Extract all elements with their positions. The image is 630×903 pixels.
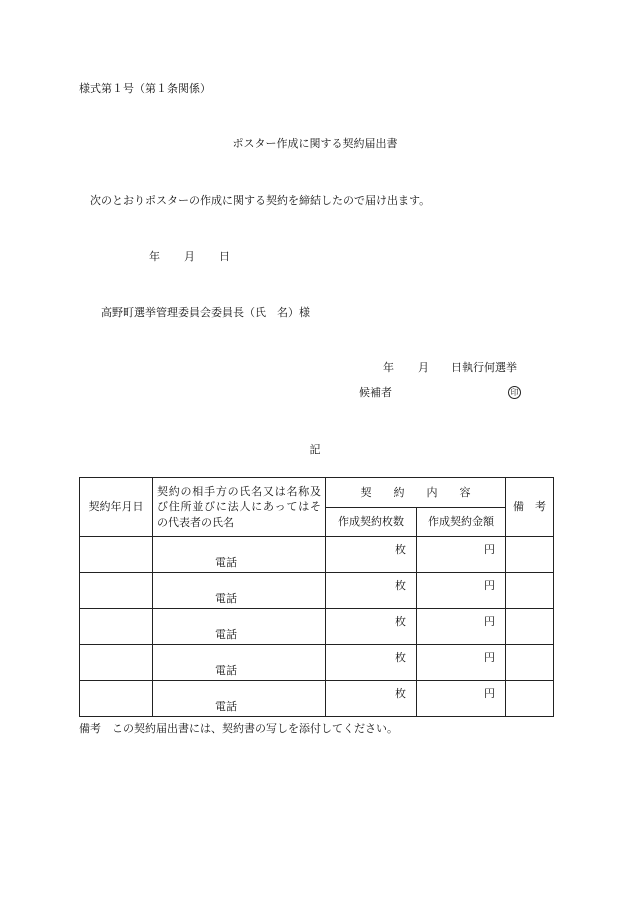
phone-label: 電話 (215, 555, 237, 569)
remarks-cell (506, 645, 554, 681)
seal-mark (508, 386, 521, 399)
amount-cell (417, 537, 506, 573)
sheet-count-cell (326, 645, 417, 681)
amount-cell (417, 645, 506, 681)
count-unit: 枚 (395, 543, 406, 556)
seal-icon: 印 (508, 386, 521, 399)
sheet-count-cell (326, 573, 417, 609)
header-sheet-count: 作成契約枚数 (326, 508, 417, 537)
election-year-label: 年 (383, 361, 394, 374)
table-row (80, 537, 554, 573)
count-unit: 枚 (395, 687, 406, 700)
contract-date-cell (80, 537, 153, 573)
amount-cell (417, 573, 506, 609)
count-unit: 枚 (395, 615, 406, 628)
ki-heading: 記 (309, 443, 321, 456)
header-amount: 作成契約金額 (417, 508, 506, 537)
date-month-label: 月 (184, 250, 195, 263)
contract-date-cell (80, 609, 153, 645)
statement-text: 次のとおりポスターの作成に関する契約を締結したので届け出ます。 (90, 194, 431, 207)
date-day-label: 日 (219, 250, 230, 263)
contract-date-cell (80, 681, 153, 717)
form-number: 様式第１号（第１条関係） (79, 82, 211, 95)
amount-unit: 円 (484, 579, 495, 592)
amount-cell (417, 681, 506, 717)
phone-label: 電話 (215, 627, 237, 641)
amount-unit: 円 (484, 651, 495, 664)
count-unit: 枚 (395, 651, 406, 664)
header-remarks: 備 考 (506, 478, 554, 537)
remarks-cell (506, 609, 554, 645)
table-row (80, 609, 554, 645)
document-title: ポスター作成に関する契約届出書 (232, 137, 398, 150)
sheet-count-cell (326, 681, 417, 717)
table-row (80, 681, 554, 717)
sheet-count-cell (326, 537, 417, 573)
table-row (80, 573, 554, 609)
header-contract-date: 契約年月日 (80, 478, 153, 537)
contract-date-cell (80, 645, 153, 681)
addressee: 高野町選挙管理委員会委員長（氏 名）様 (101, 306, 310, 319)
remarks-cell (506, 681, 554, 717)
contract-table (79, 477, 554, 717)
remarks-cell (506, 573, 554, 609)
party-cell (153, 681, 326, 717)
header-party: 契約の相手方の氏名又は名称及び住所並びに法人にあってはその代表者の氏名 (153, 478, 326, 537)
amount-unit: 円 (484, 687, 495, 700)
amount-unit: 円 (484, 543, 495, 556)
phone-label: 電話 (215, 591, 237, 605)
remarks-note: 備考 この契約届出書には、契約書の写しを添付してください。 (79, 722, 398, 735)
party-cell (153, 609, 326, 645)
contract-date-cell (80, 573, 153, 609)
count-unit: 枚 (395, 579, 406, 592)
remarks-cell (506, 537, 554, 573)
election-month-label: 月 (418, 361, 429, 374)
phone-label: 電話 (215, 663, 237, 677)
party-cell (153, 645, 326, 681)
party-cell (153, 573, 326, 609)
sheet-count-cell (326, 609, 417, 645)
phone-label: 電話 (215, 699, 237, 713)
candidate-label: 候補者 (359, 386, 392, 399)
date-year-label: 年 (149, 250, 160, 263)
amount-cell (417, 609, 506, 645)
party-cell (153, 537, 326, 573)
election-name-suffix: 日執行何選挙 (451, 361, 517, 374)
table-row (80, 645, 554, 681)
header-contract-details: 契 約 内 容 (326, 478, 506, 508)
amount-unit: 円 (484, 615, 495, 628)
